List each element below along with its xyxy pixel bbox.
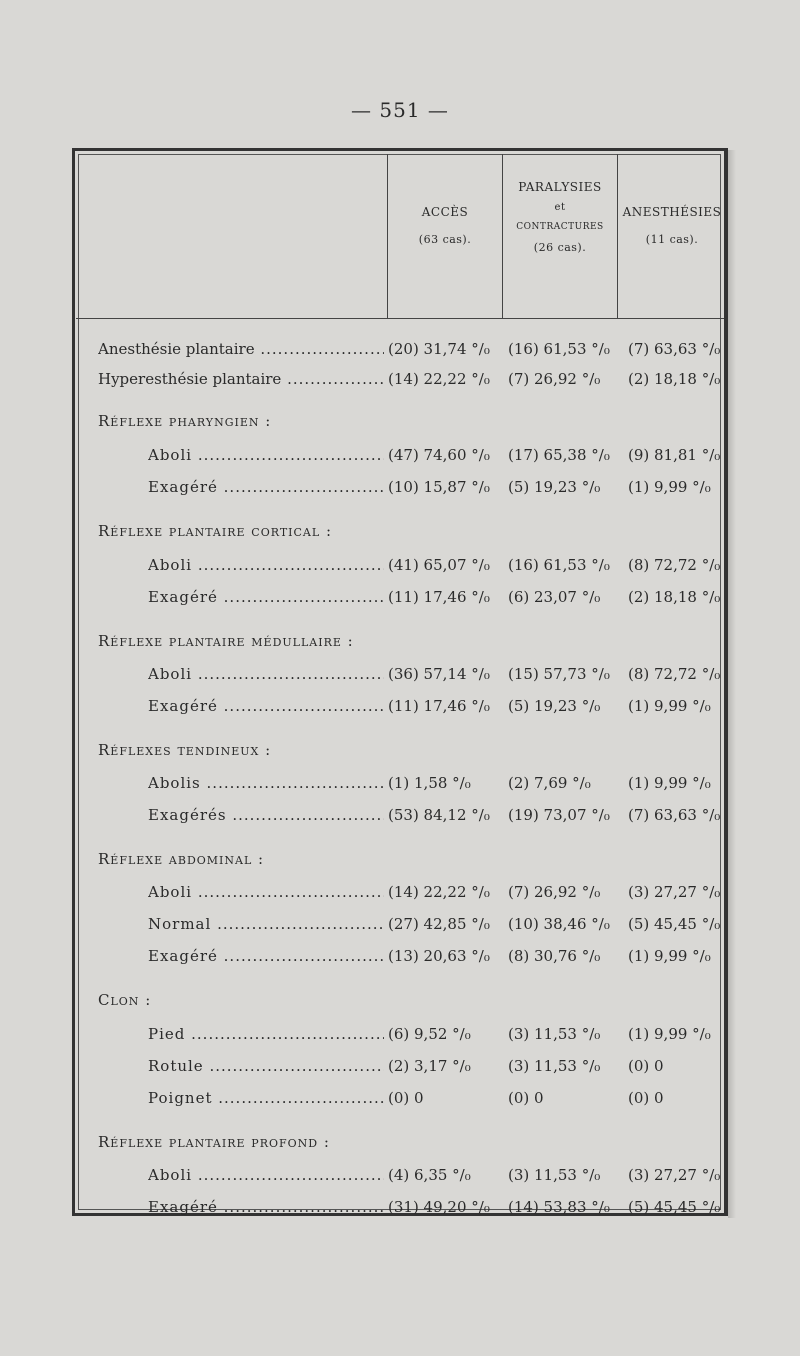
cell-col-2: (3) 11,53 °/₀ bbox=[508, 1057, 601, 1075]
header-anesthesies-cases: (11 cas). bbox=[645, 233, 699, 247]
cell-col-2: (3) 11,53 °/₀ bbox=[508, 1166, 601, 1184]
cell-col-2: (15) 57,73 °/₀ bbox=[508, 665, 610, 683]
table-row bbox=[0, 1166, 800, 1190]
section-heading: Réflexes tendineux : bbox=[98, 741, 272, 759]
header-rule bbox=[76, 318, 724, 319]
table-row bbox=[0, 697, 800, 721]
table-row bbox=[0, 478, 800, 502]
row-label: Exagérés ..... bbox=[148, 806, 384, 824]
cell-col-3: (1) 9,99 °/₀ bbox=[628, 947, 711, 965]
cell-col-2: (16) 61,53 °/₀ bbox=[508, 556, 610, 574]
header-acces-cases: (63 cas). bbox=[418, 233, 472, 247]
cell-col-1: (20) 31,74 °/₀ bbox=[388, 340, 490, 358]
row-label: Aboli ..... bbox=[148, 883, 384, 901]
cell-col-3: (0) 0 bbox=[628, 1057, 664, 1075]
cell-col-1: (47) 74,60 °/₀ bbox=[388, 446, 490, 464]
cell-col-3: (9) 81,81 °/₀ bbox=[628, 446, 721, 464]
cell-col-3: (7) 63,63 °/₀ bbox=[628, 340, 721, 358]
row-label: Normal ..... bbox=[148, 915, 384, 933]
header-anesthesies bbox=[618, 205, 726, 247]
row-label: Exagéré ..... bbox=[148, 1198, 384, 1216]
table-row bbox=[0, 588, 800, 612]
row-label: Abolis ..... bbox=[148, 774, 384, 792]
table-row bbox=[0, 370, 800, 394]
table-row bbox=[0, 1198, 800, 1222]
cell-col-3: (0) 0 bbox=[628, 1089, 664, 1107]
cell-col-1: (4) 6,35 °/₀ bbox=[388, 1166, 471, 1184]
cell-col-1: (53) 84,12 °/₀ bbox=[388, 806, 490, 824]
header-paralysies-title: PARALYSIES bbox=[518, 180, 602, 194]
cell-col-3: (5) 45,45 °/₀ bbox=[628, 915, 721, 933]
cell-col-2: (19) 73,07 °/₀ bbox=[508, 806, 610, 824]
header-anesthesies-title: ANESTHÉSIES bbox=[622, 205, 722, 219]
row-label: Exagéré ..... bbox=[148, 478, 384, 496]
row-label: Pied ..... bbox=[148, 1025, 384, 1043]
section-heading-row bbox=[0, 1133, 800, 1157]
section-heading: Réflexe pharyngien : bbox=[98, 412, 272, 430]
table-row bbox=[0, 806, 800, 830]
cell-col-1: (13) 20,63 °/₀ bbox=[388, 947, 490, 965]
section-heading: Réflexe plantaire cortical : bbox=[98, 522, 332, 540]
cell-col-3: (1) 9,99 °/₀ bbox=[628, 478, 711, 496]
row-label: Aboli ..... bbox=[148, 1166, 384, 1184]
cell-col-2: (5) 19,23 °/₀ bbox=[508, 478, 601, 496]
section-heading-row bbox=[0, 991, 800, 1015]
cell-col-3: (1) 9,99 °/₀ bbox=[628, 1025, 711, 1043]
cell-col-1: (14) 22,22 °/₀ bbox=[388, 883, 490, 901]
cell-col-3: (2) 18,18 °/₀ bbox=[628, 588, 721, 606]
header-acces bbox=[388, 205, 502, 247]
table-row bbox=[0, 1025, 800, 1049]
cell-col-1: (31) 49,20 °/₀ bbox=[388, 1198, 490, 1216]
cell-col-1: (0) 0 bbox=[388, 1089, 424, 1107]
table-row bbox=[0, 1089, 800, 1113]
cell-col-2: (5) 19,23 °/₀ bbox=[508, 697, 601, 715]
cell-col-3: (1) 9,99 °/₀ bbox=[628, 697, 711, 715]
row-label: Aboli ..... bbox=[148, 665, 384, 683]
table-row bbox=[0, 774, 800, 798]
section-heading: Réflexe plantaire profond : bbox=[98, 1133, 330, 1151]
section-heading-row bbox=[0, 522, 800, 546]
cell-col-2: (3) 11,53 °/₀ bbox=[508, 1025, 601, 1043]
cell-col-1: (10) 15,87 °/₀ bbox=[388, 478, 490, 496]
page-number: — 551 — bbox=[351, 98, 449, 122]
section-heading-row bbox=[0, 850, 800, 874]
cell-col-3: (7) 63,63 °/₀ bbox=[628, 806, 721, 824]
cell-col-1: (41) 65,07 °/₀ bbox=[388, 556, 490, 574]
section-heading: Réflexe plantaire médullaire : bbox=[98, 632, 354, 650]
section-heading-row bbox=[0, 632, 800, 656]
row-label: Exagéré ..... bbox=[148, 588, 384, 606]
cell-col-3: (3) 27,27 °/₀ bbox=[628, 1166, 721, 1184]
cell-col-2: (8) 30,76 °/₀ bbox=[508, 947, 601, 965]
header-paralysies-cases: (26 cas). bbox=[533, 241, 587, 255]
table-row bbox=[0, 883, 800, 907]
table-row bbox=[0, 1057, 800, 1081]
cell-col-3: (1) 9,99 °/₀ bbox=[628, 774, 711, 792]
section-heading: Clon : bbox=[98, 991, 152, 1009]
row-label: Exagéré ..... bbox=[148, 947, 384, 965]
table-row bbox=[0, 947, 800, 971]
cell-col-1: (11) 17,46 °/₀ bbox=[388, 588, 490, 606]
cell-col-3: (5) 45,45 °/₀ bbox=[628, 1198, 721, 1216]
cell-col-1: (2) 3,17 °/₀ bbox=[388, 1057, 471, 1075]
cell-col-3: (2) 18,18 °/₀ bbox=[628, 370, 721, 388]
row-label: Aboli ..... bbox=[148, 446, 384, 464]
row-label: Hyperesthésie plantaire ..... bbox=[98, 370, 384, 388]
section-heading-row bbox=[0, 412, 800, 436]
cell-col-3: (8) 72,72 °/₀ bbox=[628, 556, 721, 574]
cell-col-1: (11) 17,46 °/₀ bbox=[388, 697, 490, 715]
table-row bbox=[0, 915, 800, 939]
cell-col-2: (7) 26,92 °/₀ bbox=[508, 883, 601, 901]
cell-col-2: (2) 7,69 °/₀ bbox=[508, 774, 591, 792]
cell-col-3: (3) 27,27 °/₀ bbox=[628, 883, 721, 901]
header-paralysies-sub: CONTRACTURES bbox=[516, 222, 604, 233]
cell-col-1: (6) 9,52 °/₀ bbox=[388, 1025, 471, 1043]
cell-col-2: (14) 53,83 °/₀ bbox=[508, 1198, 610, 1216]
header-paralysies bbox=[503, 180, 617, 254]
section-heading-row bbox=[0, 741, 800, 765]
cell-col-2: (10) 38,46 °/₀ bbox=[508, 915, 610, 933]
row-label: Poignet ..... bbox=[148, 1089, 384, 1107]
cell-col-2: (0) 0 bbox=[508, 1089, 544, 1107]
table-row bbox=[0, 556, 800, 580]
header-acces-title: ACCÈS bbox=[421, 205, 469, 219]
row-label: Aboli ..... bbox=[148, 556, 384, 574]
cell-col-2: (16) 61,53 °/₀ bbox=[508, 340, 610, 358]
row-label: Rotule ..... bbox=[148, 1057, 384, 1075]
table-row bbox=[0, 665, 800, 689]
table-row bbox=[0, 446, 800, 470]
cell-col-3: (8) 72,72 °/₀ bbox=[628, 665, 721, 683]
header-paralysies-conj: et bbox=[554, 202, 566, 214]
cell-col-1: (1) 1,58 °/₀ bbox=[388, 774, 471, 792]
cell-col-2: (6) 23,07 °/₀ bbox=[508, 588, 601, 606]
cell-col-2: (17) 65,38 °/₀ bbox=[508, 446, 610, 464]
cell-col-1: (27) 42,85 °/₀ bbox=[388, 915, 490, 933]
table-row bbox=[0, 340, 800, 364]
cell-col-2: (7) 26,92 °/₀ bbox=[508, 370, 601, 388]
row-label: Anesthésie plantaire ..... bbox=[98, 340, 384, 358]
row-label: Exagéré ..... bbox=[148, 697, 384, 715]
cell-col-1: (14) 22,22 °/₀ bbox=[388, 370, 490, 388]
cell-col-1: (36) 57,14 °/₀ bbox=[388, 665, 490, 683]
section-heading: Réflexe abdominal : bbox=[98, 850, 265, 868]
